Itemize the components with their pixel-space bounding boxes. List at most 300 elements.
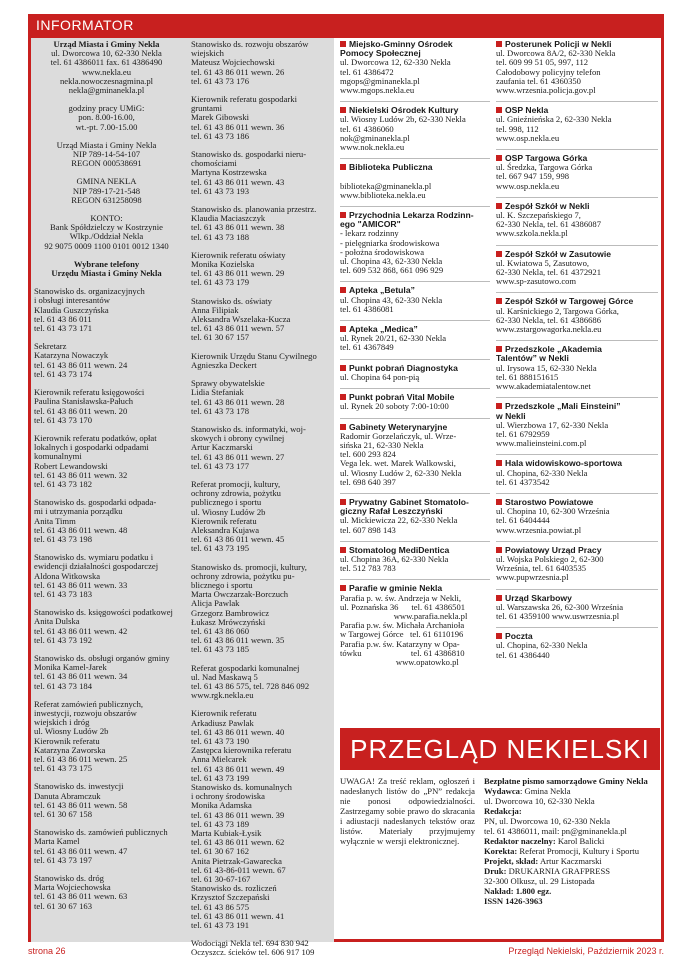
contact-line: Anita Timm [34,515,76,526]
institution-entry [496,106,658,143]
contact-line: Urząd Miasta i Gminy Nekla [56,139,157,150]
institution-detail: ul. Chopina 10, 62-300 Września [496,506,610,517]
institution-detail: www.nok.nekla.eu [340,142,405,153]
institution-detail: Parafia p. w. św. Andrzeja w Nekli, [340,592,462,603]
institution-name: Pomocy Społecznej [340,48,421,59]
contact-line: Klaudia Guszczyńska [34,304,109,315]
contact-line: ochrony zdrowia, pożytku pu- [191,570,295,581]
contact-line: Urząd Miasta i Gminy Nekla [53,39,160,49]
institution-detail: sińska 21, 62-330 Nekla [340,439,424,450]
contact-line: Lidia Stefaniak [191,387,244,398]
institution-detail: tel. 61 4386440 [496,649,550,660]
editorial-notice: UWAGA! Za treść reklam, ogłoszeń i nadesłanych listów do „PN” redakcja nie ponosi odpowiedzialności. Zastrzegamy sobie prawo do skracania i adiustacji nadesłanych tekstów oraz listów. Materiały przyjmujemy wyłącznie w wersji elektronicznej. [340,776,475,846]
institution-name: w Nekli [496,410,526,421]
contact-line: Marta Kubiak-Łysik [191,828,262,839]
institution-entry [340,286,490,314]
contact-line: Kierownik referatu oświaty [191,249,286,260]
contact-line: Monika Kamel-Jarek [34,662,107,673]
staff-entry [191,95,334,141]
institution-name: Starostwo Powiatowe [496,498,658,507]
institution-detail: 62-330 Nekla, tel. 61 4372921 [496,267,602,278]
contact-line: Marek Gibowski [191,112,249,123]
institution-name: Parafie w gminie Nekla [340,584,490,593]
contact-line: tel. 61 43 86 011 wewn. 41 [191,910,285,921]
institution-detail: biblioteka@gminanekla.pl [340,180,432,191]
institution-detail: tel. 609 99 51 05, 997, 112 [496,57,589,68]
institution-detail: ul. Chopina 36A, 62-330 Nekla [340,553,449,564]
imprint-line: Redaktor naczelny: Karol Balicki [484,836,605,846]
imprint-line: Wydawca: Gmina Nekla [484,786,571,796]
contact-line: tel. 61 43 86 011 wewn. 36 [191,121,285,132]
institution-entry [496,345,658,391]
office-ids-block [34,141,179,169]
contact-line: Łukasz Mrówczyński [191,616,266,627]
contact-line: Stanowisko ds. zamówień publicznych [34,827,168,838]
imprint-line: Projekt, skład: Artur Kaczmarski [484,856,602,866]
staff-entry [191,40,334,86]
contact-line: Stanowisko ds. gospodarki nieru- [191,149,307,160]
bullet-square-icon [340,164,346,170]
contact-line: KONTO: [90,213,123,224]
institution-detail: ul. Średzka, Targowa Górka [496,162,593,173]
bullet-square-icon [496,107,502,113]
institution-detail: ul. Mickiewicza 22, 62-330 Nekla [340,515,458,526]
imprint-line: 32-300 Olkusz, ul. 29 Listopada [484,876,595,886]
institution-detail: Parafia p.w. św. Michała Archanioła [340,620,465,631]
institution-entry [340,325,490,353]
institution-name: Talentów” w Nekli [496,353,569,364]
column-institutions [340,40,490,673]
contact-line: tel. 61 43 73 185 [191,644,250,655]
imprint-line: Nakład: 1.800 egz. [484,886,552,896]
contact-line: Referat zamówień publicznych, [34,698,144,709]
contact-line: Kierownik Urzędu Stanu Cywilnego [191,350,317,361]
contact-line: tel. 61 43 86 011 wewn. 35 [191,635,285,646]
contact-line: tel. 61 43 86 011 wewn. 28 [191,396,285,407]
imprint-line: ul. Dworcowa 10, 62-330 Nekla [484,796,595,806]
institution-detail: tel. 667 947 159, 998 [496,171,570,182]
contact-line: wt.-pt. 7.00-15.00 [75,121,138,132]
contact-line: tel. 61 43 73 193 [191,185,250,196]
contact-line: pon. 8.00-16.00, [78,112,135,123]
bullet-square-icon [496,633,502,639]
entry-divider [496,149,658,150]
column-office-contacts [34,40,179,920]
entry-divider [496,589,658,590]
institution-detail: ul. Wiosny Ludów 2b, 62-330 Nekla [340,114,466,125]
page-number: strona 26 [28,946,66,956]
contact-line: Aleksandra Wszelaka-Kucza [191,314,291,325]
bullet-square-icon [340,547,346,553]
institution-detail: www.wrzesnia.policja.gov.pl [496,85,596,96]
contact-line: tel. 61 43 86 011 wewn. 24 [34,359,128,370]
imprint-line: Redakcja: [484,806,522,816]
entry-divider [340,320,490,321]
bullet-square-icon [340,424,346,430]
contact-line: Mateusz Wojciechowski [191,57,275,68]
contact-line: Stanowisko ds. księgowości podatkowej [34,607,173,618]
entry-divider [340,541,490,542]
staff-entry [34,388,179,425]
contact-line: Arkadiusz Pawlak [191,717,254,728]
contact-line: Marta Kamel [34,836,80,847]
contact-line: tel. 61 43 86 011 wewn. 58 [34,799,128,810]
institution-detail: Września, tel. 61 6403535 [496,563,587,574]
contact-line: tel. 61 43 73 199 [191,772,250,783]
institution-detail: ul. Poznańska 36 tel. 61 4386501 [340,601,466,612]
entry-divider [496,541,658,542]
institution-name: Prywatny Gabinet Stomatolo- [340,498,490,507]
contact-line: Martyna Kostrzewska [191,167,267,178]
contact-line: Aleksandra Kujawa [191,524,260,535]
contact-line: NIP 789-14-54-107 [72,149,141,160]
institution-entry [496,546,658,583]
bullet-square-icon [340,41,346,47]
institution-detail: Parafia p.w. św. Katarzyny w Opa- [340,638,460,649]
contact-line: Stanowisko ds. wymiaru podatku i [34,552,154,563]
contact-line: i obsługi interesantów [34,295,110,306]
institution-detail: ul. Chopina 64 pon-pią [340,371,420,382]
staff-entry [191,709,334,930]
contact-line: tel. 61 43-86-011 wewn. 67 [191,864,286,875]
contact-line: Oczyszcz. ścieków tel. 606 917 109 [191,947,315,958]
entry-divider [496,627,658,628]
institution-detail: Radomir Gorzelańczyk, ul. Wrze- [340,430,457,441]
contact-line: tel. 61 43 86 011 wewn. 39 [191,809,285,820]
institution-detail: tel. 698 640 397 [340,476,396,487]
contact-line: tel. 61 30 67 162 [191,846,250,857]
institution-detail: ul. Rynek 20/21, 62-330 Nekla [340,333,447,344]
contact-line: ul. Wiosny Ludów 2b [34,726,109,737]
staff-entry [34,654,179,691]
contact-line: tel. 61 43 73 170 [34,414,93,425]
contact-line: Katarzyna Zaworska [34,744,106,755]
institution-name: ego "AMICOR" [340,219,401,230]
contact-line: tel. 61 43 86 011 wewn. 42 [34,625,128,636]
contact-line: Anita Dulska [34,616,80,627]
staff-entry [191,352,334,370]
staff-entry [34,553,179,599]
contact-line: tel. 61 43 73 174 [34,368,93,379]
contact-line: tel. 61 43 86 011 wewn. 49 [191,763,285,774]
contact-line: tel. 61 43 86 011 wewn. 20 [34,405,128,416]
institution-detail: www.wrzesnia.powiat.pl [496,524,582,535]
gmina-ids-block [34,177,179,205]
institution-name: Apteka „Betula” [340,286,490,295]
contact-line: Monika Adamska [191,800,252,811]
contact-line: tel. 61 43 73 195 [191,543,250,554]
institution-entry [496,632,658,660]
entry-divider [340,418,490,419]
office-address-block [34,40,179,95]
institution-detail: mgops@gminanekla.pl [340,75,420,86]
institution-detail: tel. 600 293 824 [340,449,396,460]
institution-detail: tel. 61 4367849 [340,342,394,353]
contact-line: tel. 61 43 73 192 [34,634,93,645]
contact-line: tel. 61 43 86 011 wewn. 57 [191,323,285,334]
entry-divider [340,158,490,159]
institution-name: Hala widowiskowo-sportowa [496,459,658,468]
entry-divider [340,359,490,360]
contact-line: gruntami [191,103,223,114]
institution-detail: ul. Wierzbowa 17, 62-330 Nekla [496,419,609,430]
institution-name: Apteka „Medica” [340,325,490,334]
institution-detail: ul. Chopina 43, 62-330 Nekla [340,256,443,267]
institution-detail: Całodobowy policyjny telefon [496,66,601,77]
contact-line: ul. Nad Maskawą 5 [191,671,258,682]
institution-entry [340,364,490,382]
contact-line: Stanowisko ds. promocji, kultury, [191,561,307,572]
bullet-square-icon [340,394,346,400]
contact-line: tel. 61 43 73 182 [34,478,93,489]
contact-line: NIP 789-17-21-548 [72,185,141,196]
contact-line: Klaudia Maciaszczyk [191,213,266,224]
contact-line: tel. 61 43 86 011 [34,313,92,324]
institution-name: Zespół Szkół w Zasutowie [496,250,658,259]
institution-detail: www.osp.nekla.eu [496,180,560,191]
institution-name: Posterunek Policji w Nekli [496,40,658,49]
contact-line: ochrony zdrowia, pożytku [191,488,281,499]
institution-name: Przychodnia Lekarza Rodzinn- [340,211,490,220]
institution-detail: ul. Warszawska 26, 62-300 Września [496,601,624,612]
institution-detail: ul. Wiosny Ludów 2, 62-330 Nekla [340,467,462,478]
staff-entry [34,287,179,333]
contact-line: tel. 61 43 73 175 [34,763,93,774]
contact-line: 92 9075 0009 1100 0101 0012 1340 [44,240,169,251]
contact-line: nekla.nowoczesnagmina.pl [59,75,154,86]
institution-name: Punkt pobrań Vital Mobile [340,393,490,402]
institution-detail: tel. 61 4386081 [340,303,394,314]
contact-line: Wlkp./Oddział Nekla [69,231,144,242]
section-title: INFORMATOR [36,17,134,33]
institution-name: Poczta [496,632,658,641]
contact-line: tel. 61 43 86 011 wewn. 27 [191,451,285,462]
contact-line: wiejskich i dróg [34,717,90,728]
contact-line: tel. 61 30 67 157 [191,332,250,343]
imprint-line: ISSN 1426-3963 [484,896,543,906]
contact-line: Kierownik referatu podatków, opłat [34,432,157,443]
institution-detail: tel. 998, 112 [496,123,539,134]
contact-line: tel. 61 43 73 188 [191,231,250,242]
institution-name: Przedszkole „Akademia [496,345,658,354]
office-hours-block [34,104,179,132]
staff-entry [191,425,334,471]
institution-entry [340,163,490,200]
bullet-square-icon [340,365,346,371]
contact-line: tel. 61 43 86 011 wewn. 34 [34,671,128,682]
contact-line: tel. 61 43 73 177 [191,460,250,471]
institution-entry [496,402,658,448]
institution-name: Biblioteka Publiczna [340,163,490,172]
institution-detail: - położna środowiskowa [340,246,425,257]
contact-line: wiejskich [191,48,224,59]
bullet-square-icon [340,107,346,113]
entry-divider [496,397,658,398]
contact-line: REGON 000538691 [71,158,142,169]
institution-entry [340,40,490,95]
contact-line: tel. 61 43 86 011 wewn. 29 [191,268,285,279]
institution-detail: tel. 609 532 868, 661 096 929 [340,265,444,276]
entry-divider [340,388,490,389]
contact-line: tel. 61 43 73 198 [34,533,93,544]
institution-entry [340,546,490,574]
institution-name: Niekielski Ośrodek Kultury [340,106,490,115]
institution-detail: w Targowej Górce tel. 61 6110196 [340,629,464,640]
institution-detail: www.osp.nekla.eu [496,132,560,143]
contact-line: Stanowisko ds. organizacyjnych [34,286,145,297]
institution-entry [496,594,658,622]
contact-line: tel. 61 43 73 190 [191,736,250,746]
contact-line: Bank Spółdzielczy w Kostrzynie [50,222,163,233]
institution-name: Przedszkole „Mali Einsteini” [496,402,658,411]
contact-line: Urzędu Miasta i Gminy Nekla [51,268,162,279]
institution-detail: www.zstargowagorka.nekla.eu [496,324,602,335]
institution-entry [340,584,490,667]
institution-name: Zespół Szkół w Targowej Górce [496,297,658,306]
contact-line: Stanowisko ds. planowania przestrz. [191,204,317,215]
staff-entry [191,297,334,343]
contact-line: publicznego i sportu [191,497,262,508]
contact-line: Agnieszka Deckert [191,359,257,370]
institution-detail: tel. 61 888151615 [496,371,559,382]
institution-name: Urząd Skarbowy [496,594,658,603]
institution-detail: tel. 61 4359100 www.uswrzesnia.pl [496,610,620,621]
staff-entry [34,434,179,489]
bullet-square-icon [496,346,502,352]
contact-line: Anita Pietrzak-Gawarecka [191,855,282,866]
contact-line: Stanowisko ds. rozliczeń [191,883,277,894]
contact-line: Artur Kaczmarski [191,442,253,453]
entry-divider [340,281,490,282]
phones-title-block [34,260,179,278]
bullet-square-icon [496,460,502,466]
contact-line: ul. Dworcowa 10, 62-330 Nekla [51,48,162,59]
institution-entry [496,250,658,287]
staff-entry [191,480,334,554]
entry-divider [340,101,490,102]
contact-line: Alicja Pawlak [191,598,240,609]
contact-line: chomościami [191,158,237,169]
contact-line: Zastępca kierownika referatu [191,745,292,756]
contact-line: godziny pracy UMiG: [68,103,145,114]
institution-detail: - pielęgniarka środowiskowa [340,237,440,248]
contact-line: tel. 61 43 73 178 [191,405,250,416]
bank-account-block [34,214,179,251]
contact-line: nekla@gminanekla.pl [68,85,145,96]
contact-line: Stanowisko ds. rozwoju obszarów [191,39,309,49]
entry-divider [496,454,658,455]
column-office-staff [191,40,334,967]
staff-entry [34,608,179,645]
contact-line: tel. 61 30 67 158 [34,809,93,820]
institution-detail: www.akademiatalentow.net [496,381,591,392]
contact-line: tel. 61 4386011 fax. 61 4386490 [50,57,163,68]
institution-detail: ul. Karśnickiego 2, Targowa Górka, [496,305,619,316]
institution-detail: zaufania tel. 61 4360350 [496,75,581,86]
bullet-square-icon [496,41,502,47]
imprint-line: Bezpłatne pismo samorządowe Gminy Nekla [484,776,648,786]
institution-detail: 62-330 Nekla, tel. 61 4386087 [496,219,602,230]
institution-detail: ul. K. Szczepańskiego 7, [496,210,581,221]
staff-entry [191,379,334,416]
bullet-square-icon [340,212,346,218]
staff-entry [191,563,334,655]
bullet-square-icon [496,403,502,409]
contact-line: Kierownik referatu [191,515,257,526]
contact-line: tel. 61 43 86 011 wewn. 38 [191,222,285,233]
issue-info: Przegląd Nekielski, Październik 2023 r. [508,946,664,956]
contact-line: tel. 61 43 86 011 wewn. 33 [34,579,128,590]
institution-detail: ul. Chopina, 62-330 Nekla [496,467,588,478]
contact-line: Wybrane telefony [73,258,140,269]
bullet-square-icon [496,547,502,553]
institution-detail: www.pupwrzesnia.pl [496,572,569,583]
entry-divider [496,493,658,494]
bullet-square-icon [340,287,346,293]
institution-detail: tel. 61 4386472 [340,66,394,77]
institution-name: OSP Nekla [496,106,658,115]
contact-line: tel. 61 43 73 191 [191,920,250,931]
entry-divider [340,493,490,494]
contact-line: Kierownik referatu gospodarki [191,94,297,105]
institution-name: Stomatolog MediDentica [340,546,490,555]
contact-line: Paulina Stanisławska-Pałuch [34,396,134,407]
contact-line: GMINA NEKLA [76,176,137,187]
contact-line: Grzegorz Bambrowicz [191,607,270,618]
institution-detail: ul. Chopina 43, 62-330 Nekla [340,294,443,305]
institution-detail: www.szkola.nekla.pl [496,228,568,239]
institution-detail: ul. Wojska Polskiego 2, 62-300 [496,553,604,564]
contact-line: tel. 61 30-67-167 [191,874,251,885]
institution-entry [340,106,490,152]
contact-line: tel. 61 43 73 184 [34,680,93,691]
institution-detail: 62-330 Nekla, tel. 61 4386686 [496,314,602,325]
staff-entry [191,664,334,701]
contact-line: Stanowisko ds. obsługi organów gminy [34,652,170,663]
staff-entry [34,342,179,379]
institution-detail: www.opatowko.pl [340,656,459,667]
bullet-square-icon [340,499,346,505]
institution-detail: www.sp-zasutowo.com [496,276,577,287]
institution-detail: ul. Chopina, 62-330 Nekla [496,640,588,651]
contact-line: komunalnymi [34,451,82,462]
contact-line: tel. 61 43 86 011 wewn. 26 [191,66,285,77]
institution-detail: www.mgops.nekla.eu [340,85,415,96]
contact-line: Anna Mielcarek [191,754,247,765]
contact-line: tel. 61 43 86 011 wewn. 32 [34,469,128,480]
contact-line: Stanowisko ds. oświaty [191,295,272,306]
bullet-square-icon [340,585,346,591]
contact-line: Referat gospodarki komunalnej [191,662,300,673]
contact-line: tel. 61 43 86 011 wewn. 47 [34,845,128,856]
contact-line: Stanowisko ds. inwestycji [34,781,124,792]
contact-line: Kierownik referatu [191,708,257,719]
contact-line: www.rgk.nekla.eu [191,690,254,701]
contact-line: tel. 61 43 73 183 [34,588,93,599]
contact-line: ewidencji działalności gospodarczej [34,561,159,572]
contact-line: tel. 61 43 73 176 [191,75,250,86]
contact-line: blicznego i sportu [191,579,253,590]
staff-entry [191,205,334,242]
institution-detail: tel. 61 4373542 [496,476,550,487]
contact-line: www.nekla.eu [81,66,132,77]
staff-entry [34,700,179,774]
contact-line: ul. Wiosny Ludów 2b [191,506,266,517]
institution-name: Miejsko-Gminny Ośrodek [340,40,490,49]
institution-detail: www.parafia.nekla.pl [340,610,468,621]
staff-entry [34,828,179,865]
institution-detail: ul. Rynek 20 soboty 7:00-10:00 [340,401,449,412]
